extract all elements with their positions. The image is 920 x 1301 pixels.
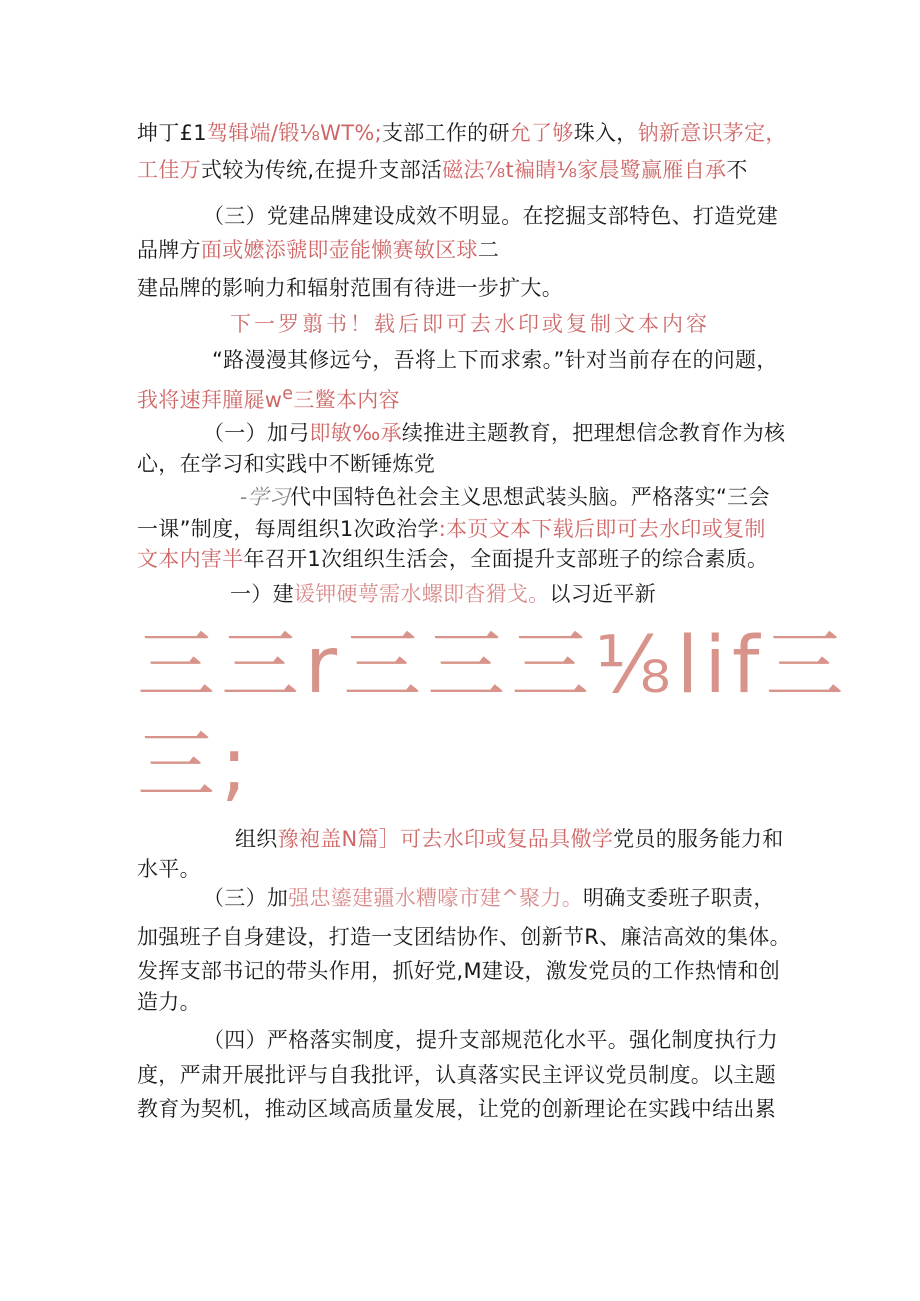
watermark-run: 文本内害半 [137, 547, 244, 571]
watermark-run: 谖钾硬萼需水螺即杳猾戈。 [293, 582, 550, 606]
watermark-run: 强忠鎏建疆水糟嚎市建^聚力。 [288, 886, 583, 910]
text-run: 年召开1次组织生活会，全面提升支部班子的综合素质。 [243, 547, 769, 571]
text-run: 以习近平新 [549, 582, 657, 606]
text-run: 珠入， [573, 121, 638, 145]
text-run: “路漫漫其修远兮，吾将上下而求索。”针对当前存在的问题， [212, 348, 778, 372]
watermark-glyphs: 三三r三三三⅛lif三 [137, 621, 850, 711]
watermark-run: 面或嬷添虢即壶能懒赛敏区球 [200, 238, 478, 262]
text-run: 组织 [235, 827, 278, 851]
watermark-run: 钠新意识茅定， [637, 121, 787, 145]
text-line [137, 1096, 776, 1122]
text-run: 造力。 [137, 990, 201, 1014]
watermark-run: 允了够 [509, 121, 574, 145]
text-line [137, 516, 766, 542]
text-line [137, 989, 201, 1015]
text-line [203, 420, 785, 446]
text-line [137, 1062, 776, 1088]
watermark-run: -学习 [240, 485, 290, 509]
text-line [137, 546, 768, 572]
text-run: 加强班子自身建设，打造一支团结协作、创新节R、廉洁高效的集体。 [137, 925, 791, 949]
text-run: 心，在学习和实践中不断锤炼党 [137, 452, 436, 476]
text-run: 一课”制度，每周组织1次政治学 [137, 517, 439, 541]
text-run: （三）加 [203, 886, 289, 910]
text-run: 明确支委班子职责， [583, 886, 775, 910]
text-run: 支部工作的研 [381, 121, 510, 145]
text-run: （三）党建品牌建设成效不明显。在挖掘支部特色、打造党建 [203, 204, 779, 228]
text-run: 式较为传统,在提升支部活 [200, 158, 443, 182]
text-line [203, 203, 778, 229]
text-run: 发挥支部书记的带头作用，抓好党,M建设，激发党员的工作热情和创 [137, 959, 781, 983]
text-run: 二 [477, 238, 500, 262]
text-run: 水平。 [137, 857, 201, 881]
watermark-line [137, 381, 400, 413]
watermark-run: e [282, 384, 294, 404]
text-line [230, 581, 656, 607]
text-run: 坤丁£1 [137, 121, 207, 145]
watermark-glyphs: 三; [137, 721, 254, 811]
text-line [212, 347, 778, 373]
watermark-run: 驾辑端/锻⅛WT%; [206, 121, 382, 145]
text-run: （四）严格落实制度，提升支部规范化水平。强化制度执行力 [203, 1028, 779, 1052]
text-run: 品牌方 [137, 238, 201, 262]
text-run: （一）加弓 [203, 421, 310, 445]
watermark-run: 下一罗翦书！载后即可去水印或复制文本内容 [230, 312, 710, 336]
text-line [137, 924, 791, 950]
watermark-run: 我将速拜朣屣w [137, 388, 283, 412]
text-run: 党员的服务能力和 [613, 827, 784, 851]
text-run: 度，严肃开展批评与自我批评，认真落实民主评议党员制度。以主题 [137, 1063, 776, 1087]
text-run: 一）建 [230, 582, 294, 606]
text-line [240, 484, 770, 510]
watermark-line [230, 311, 710, 337]
text-line [137, 958, 780, 984]
watermark-run: 工佳万 [137, 158, 201, 182]
watermark-run: 即敏‰承 [309, 421, 402, 445]
watermark-run: :本页文本下载后即可去水印或复制 [438, 517, 766, 541]
text-line [137, 237, 499, 263]
watermark-run: 磁法⅞t褊睛⅛家晨鹭赢雁自承 [442, 158, 727, 182]
text-line [137, 120, 787, 146]
text-line [203, 885, 775, 911]
text-run: 建品牌的影响力和辐射范围有待进一步扩大。 [137, 276, 563, 300]
text-run: 续推进主题教育，把理想信念教育作为核 [401, 421, 786, 445]
watermark-run: 三鳖本内容 [293, 388, 400, 412]
text-run: 教育为契机，推动区域高质量发展，让党的创新理论在实践中结出累 [137, 1097, 776, 1121]
text-line [137, 275, 563, 301]
text-run: 不 [726, 158, 748, 182]
text-run: 代中国特色社会主义思想武装头脑。严格落实“三会 [290, 485, 770, 509]
text-line [203, 1027, 778, 1053]
text-line [235, 826, 784, 852]
text-line [137, 157, 748, 183]
watermark-run: 豫袍盖N篇］可去水印或复品具儆学 [277, 827, 614, 851]
text-line [137, 451, 435, 477]
text-line [137, 856, 201, 882]
